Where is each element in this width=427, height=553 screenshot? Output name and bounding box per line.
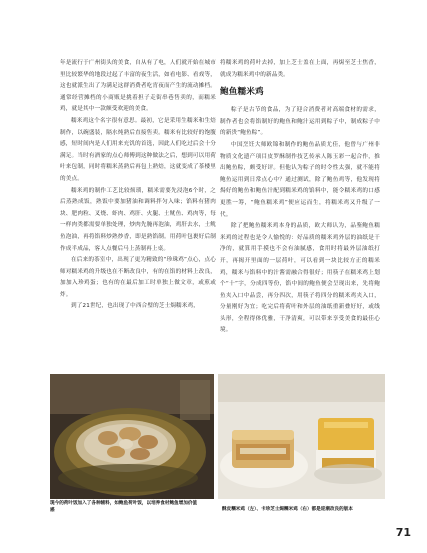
lotus-leaf-rice-photo	[50, 374, 214, 499]
page-number: 71	[395, 526, 411, 539]
paragraph: 糯米鸡这个名字很有意思。最初，它是采用生糯米和生焙制作，以碗盛装，隔水炖熟后直接售卖。糯米有比较好的饱腹感，短时间内是人们用来充饥的首选，因此人们吃过后会十分满足。当时有酒家的点心师傅到这种做法之后，想到可以用荷叶来包制，同时将糯米蒸熟后再包上熟焙，这就变成了茶楼里的美点。	[60, 117, 216, 182]
section-heading: 鲍鱼糯米鸡	[220, 87, 264, 98]
glutinous-rice-chicken-photo	[218, 374, 385, 499]
left-photo-caption: 现今的荷叶饭加入了各种辅料，如鲍鱼荷叶饭，以培养食材鲍鱼增加价值感	[50, 501, 198, 513]
paragraph: 粽子是古节的食品，为了迎合消费者对高端食材的需求，制作者也会将馅制好的鲍鱼和鲍汁运用到粽子中，制成粽子中的新贵“鲍鱼粽”。	[220, 107, 380, 137]
paragraph: 除了把鲍鱼糯米鸡本身的品质，欧大师认为，品鉴鲍鱼糯米鸡的过程也是令人愉悦的：好品质的糯米鸡外层的油纸是干净的，就算用手摸也不会有油腻感，食用时将最外层油纸打开，再揭开里面的一层荷叶，可以看到一块比较方正的糯米鸡，糯米与馅料中的汁酱需融合得很好；用筷子在糯米鸡上划个“十”字，分成四等份，馅中间的鲍鱼便会呈现出来，先将鲍鱼夹入口中品尝，再分四次，用筷子将四分的糯米鸡夹入口，分量刚好为宜；吃完后将荷叶和外层的油纸重新叠好好，或线头形，全程得体优雅，干净清爽，可以带来享受美食的最佳心境。	[220, 223, 380, 334]
paragraph: 糯米鸡的制作工艺比较烦琐，糯米需要先浸泡6个时，之后蒸熟成饭，熟饭中要加猪油和调料拌匀入味；馅料有猪肉块、肥肉粒、叉烧、虾肉、鸡肝、火腿、土鱿鱼、鸡肉等，每一样肉类都需要单独处理，炒肉先腌再泡油，鸡肝去水，土鱿鱼泡油，再将馅料炒熟炒香，即是熟馅制。用荷叶包裹好后制作成半成品，客人点餐后马上蒸制再上桌。	[60, 187, 216, 252]
right-text-column	[220, 58, 380, 337]
lotus-leaf-rice-image	[50, 374, 214, 499]
photo-strip	[50, 374, 385, 499]
paragraph: 到了21世纪，也出现了中西合璧的芝士焗糯米鸡，	[71, 303, 200, 310]
right-photo-caption: 酥皮糯米鸡（左）、卡珍芝士焗糯米鸡（右）都是迎潮改良的版本	[222, 507, 353, 512]
paragraph: 将糯米鸡的荷叶去掉，加上芝士盖在上面，再焗至芝士焦香，就成为糯米鸡中的新品类。	[220, 60, 380, 78]
paragraph: 中国烹饪大师欧锦和制作的鲍鱼品质尤佳，他曾与广州非物质文化遗产项目皮罗酥制作技艺传承人陈玉彩一起合作，推出鲍鱼粽，颇受好评。但他认为粽子的时令性太强，就不能将鲍鱼运用到日常点心中？通过测试，除了鲍鱼鸡等，他发现将焗好的鲍鱼和鲍鱼汁配到糯米鸡的馅料中，能令糯米鸡的口感更胜一筹，“鲍鱼糯米鸡”便应运而生，将糯米鸡又升级了一代。	[220, 141, 380, 218]
paragraph: 在后来的茶室中，出现了更为精致的“珍珠鸡”点心，点心师对糯米鸡的升级也在不断改良中，有的在馅的材料上改良，加加入珍鸡蛋；也有的在最后加工时单独上做文章，或煎或炸。	[60, 257, 216, 298]
glutinous-rice-chicken-image	[218, 374, 385, 499]
paragraph: 年是流行于广州街头的美食，自从有了电，人们就开始在城市里比较繁华的地段过起了丰富的夜生活，如看电影、看戏等，这也就派生出了为满足这群消费者吃宵夜而产生的流动摊档。通常经营摊档的小商贩是挑着担子走街串巷售卖的，而糯米鸡，就是其中一款颇受欢迎的美食。	[60, 60, 216, 113]
left-text-column	[60, 58, 216, 313]
